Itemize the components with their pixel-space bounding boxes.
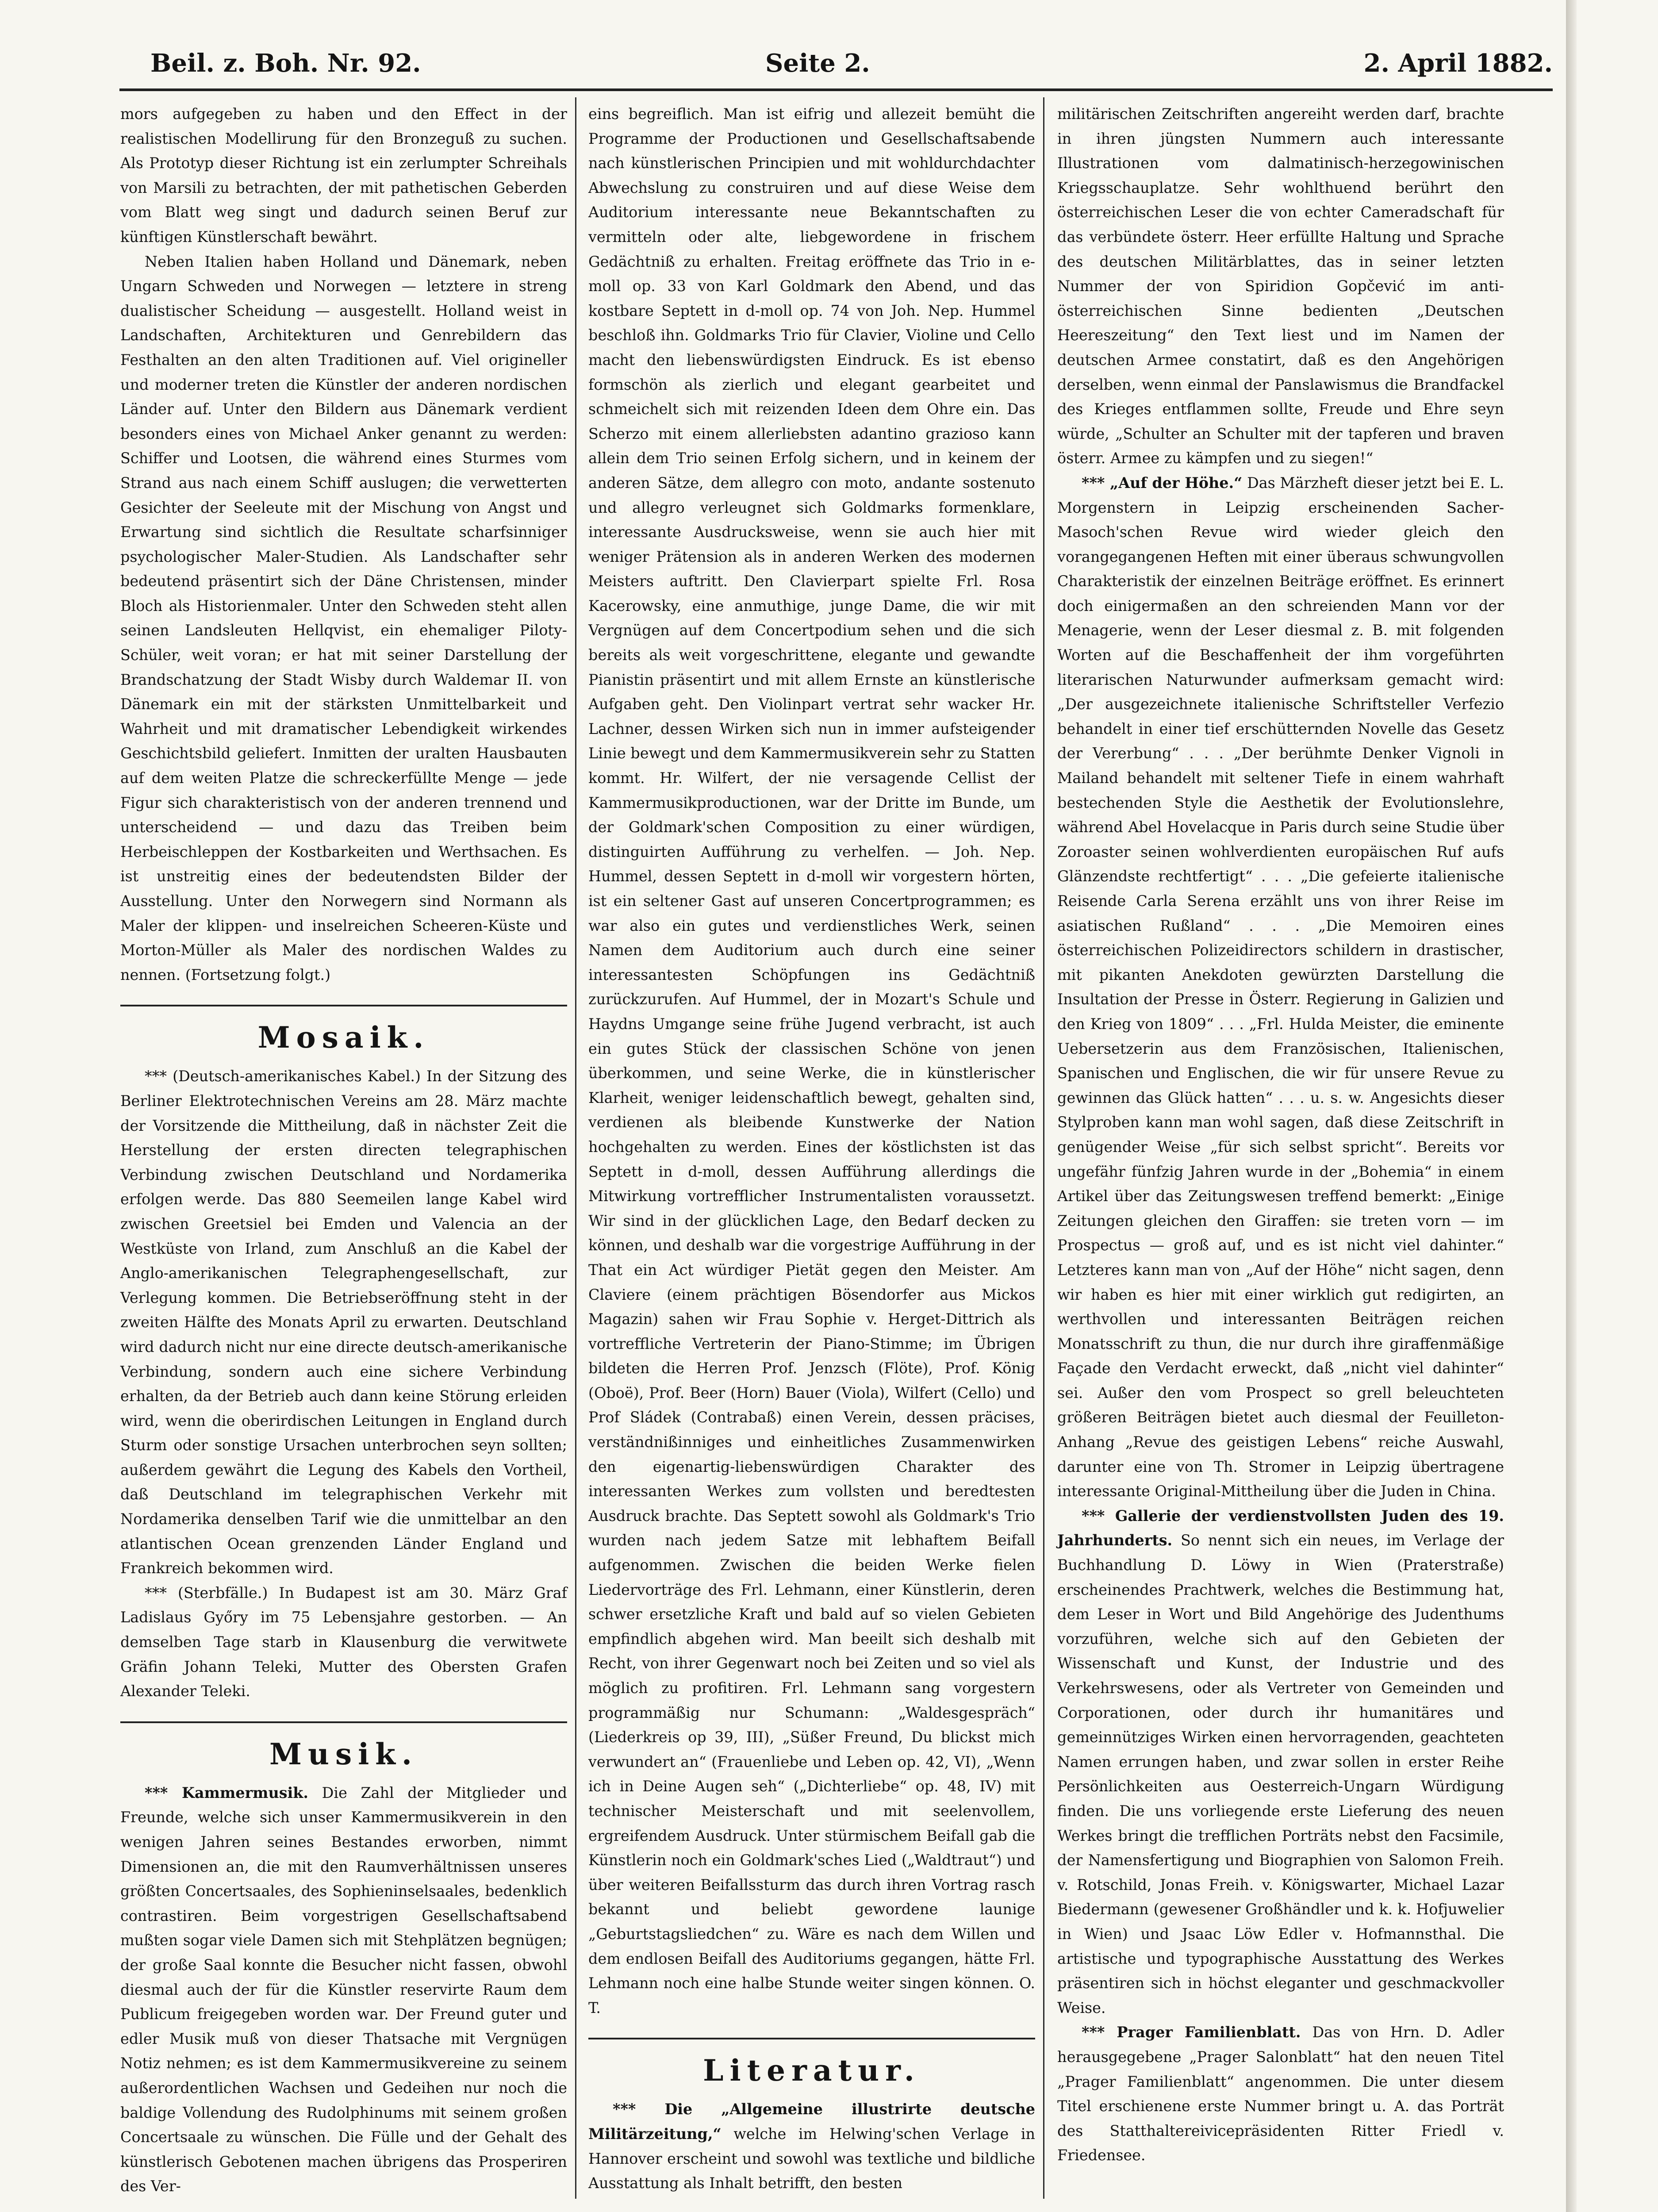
page-edge-shadow (1566, 0, 1577, 2212)
article-paragraph: eins begreiflich. Man ist eifrig und allezeit bemüht die Programme der Productionen und Gesellschaftsabende nach künstlerischen Principien und mit wohldurchdachter Abwechslung zu construiren und auf diese Weise dem Auditorium interessante neue Bekanntschaften zu vermitteln oder alte, liebgewordene in frischem Gedächtniß zu erhalten. Freitag eröffnete das Trio in e-moll op. 33 von Karl Goldmark den Abend, und das kostbare Septett in d-moll op. 74 von Joh. Nep. Hummel beschloß ihn. Goldmarks Trio für Clavier, Violine und Cello macht den liebenswürdigsten Eindruck. Es ist ebenso formschön als zierlich und elegant gearbeitet und schmeichelt sich mit reizenden Ideen dem Ohre ein. Das Scherzo mit einem allerliebsten adantino grazioso kann allein dem Trio seinen Erfolg sichern, und in keinem der anderen Sätze, dem allegro con moto, andante sostenuto und allegro verleugnet sich Goldmarks formenklare, interessante Ausdrucksweise, wenn sie auch hier mit weniger Prätension als in anderen Werken des modernen Meisters auftritt. Den Clavierpart spielte Frl. Rosa Kacerowsky, eine anmuthige, junge Dame, die wir mit Vergnügen auf dem Concertpodium sehen und die sich bereits als weit vorgeschrittene, elegante und gewandte Pianistin präsentirt und mit allem Ernste an künstlerische Aufgaben geht. Den Violinpart vertrat sehr wacker Hr. Lachner, dessen Wirken sich nun in immer aufsteigender Linie bewegt und dem Kammermusikverein sehr zu Statten kommt. Hr. Wilfert, der nie versagende Cellist der Kammermusikproductionen, war der Dritte im Bunde, um der Goldmark'schen Composition zu einer würdigen, distinguirten Aufführung zu verhelfen. — Joh. Nep. Hummel, dessen Septett in d-moll wir vorgestern hörten, ist ein seltener Gast auf unseren Concertprogrammen; es war also ein gutes und verdienstliches Werk, seinen Namen dem Auditorium auch durch eine seiner interessantesten Schöpfungen ins Gedächtniß zurückzurufen. Auf Hummel, der in Mozart's Schule und Haydns Umgange seine frühe Jugend verbracht, ist auch ein gutes Stück der classischen Schöne von jenen überkommen, und seine Werke, die in künstlerischer Klarheit, weniger leidenschaftlich bewegt, gehalten sind, verdienen als bleibende Kunstwerke der Nation hochgehalten zu werden. Eines der köstlichsten ist das Septett in d-moll, dessen Aufführung allerdings die Mitwirkung vortrefflicher Instrumentalisten voraussetzt. Wir sind in der glücklichen Lage, den Bedarf decken zu können, und deshalb war die vorgestrige Aufführung in der That ein Act würdiger Pietät gegen den Meister. Am Claviere (einem prächtigen Bösendorfer aus Mickos Magazin) sahen wir Frau Sophie v. Herget-Dittrich als vortreffliche Vertreterin der Piano-Stimme; im Übrigen bildeten die Herren Prof. Jenzsch (Flöte), Prof. König (Oboë), Prof. Beer (Horn) Bauer (Viola), Wilfert (Cello) und Prof Sládek (Contrabaß) einen Verein, dessen präcises, verständnißinniges und einheitliches Zusammenwirken den eigenartig-liebenswürdigen Charakter des interessanten Werkes zum vollsten und beredtesten Ausdruck brachte. Das Septett sowohl als Goldmark's Trio wurden nach jedem Satze mit lebhaftem Beifall aufgenommen. Zwischen die beiden Werke fielen Liedervorträge des Frl. Lehmann, einer Künstlerin, deren schwer ersetzliche Kraft und bald auf so vielen Gebieten empfindlich abgehen wird. Man beeilt sich deshalb mit Recht, von ihrer Gegenwart noch bei Zeiten und so viel als möglich zu profitiren. Frl. Lehmann sang vorgestern programmäßig nur Schumann: „Waldesgespräch“ (Liederkreis op 39, III), „Süßer Freund, Du blickst mich verwundert an“ (Frauenliebe und Leben op. 42, VI), „Wenn ich in Deine Augen seh“ („Dichterliebe“ op. 48, IV) mit technischer Meisterschaft und mit seelenvollem, ergreifendem Ausdruck. Unter stürmischem Beifall gab die Künstlerin noch ein Goldmark'sches Lied („Waldtraut“) und über weiteren Beifallssturm das durch ihren Vortrag rasch bekannt und beliebt gewordene launige „Geburtstagsliedchen“ zu. Wäre es nach dem Willen und dem endlosen Beifall des Auditoriums gegangen, hätte Frl. Lehmann noch eine halbe Stunde weiter singen können. O. T. (588, 105, 1035, 2016)
column-3 (1057, 102, 1504, 2168)
column-divider (575, 97, 576, 2199)
item-body: So nennt sich ein neues, im Verlage der Buchhandlung D. Löwy in Wien (Praterstraße) erscheinendes Prachtwerk, welches die Bestimmung hat, dem Leser in Wort und Bild Angehörige des Judenthums vorzuführen, welche sich auf den Gebieten der Wissenschaft und Kunst, der Industrie und des Verkehrswesens, oder als Vertreter von Gemeinden und Corporationen, oder durch ihr humanitäres und gemeinnütziges Wirken einen hervorragenden, geachteten Namen errungen haben, und zwar sollen in erster Reihe Persönlichkeiten aus Oesterreich-Ungarn Würdigung finden. Die uns vorliegende erste Lieferung des neuen Werkes bringt die trefflichen Porträts nebst den Facsimile, der Namensfertigung und Biographien von Salomon Freih. v. Rotschild, Jonas Freih. v. Königswarter, Michael Lazar Biedermann (gewesener Großhändler und k. k. Hofjuwelier in Wien) und Jsaac Löw Edler v. Hofmannsthal. Die artistische und typographische Ausstattung des Werkes präsentiren sich in höchst eleganter und geschmackvoller Weise. (1057, 1532, 1504, 2016)
item-lead: *** Gallerie der verdienstvollsten Juden des 19. Jahrhunderts. (1057, 1507, 1504, 1549)
news-item: *** (Deutsch-amerikanisches Kabel.) In der Sitzung des Berliner Elektrotechnischen Vereins am 28. März machte der Vorsitzende die Mittheilung, daß in nächster Zeit die Herstellung der ersten directen telegraphischen Verbindung zwischen Deutschland und Nordamerika erfolgen werde. Das 880 Seemeilen lange Kabel wird zwischen Greetsiel bei Emden und Valencia an der Westküste von Irland, zum Anschluß an die Kabel der Anglo-amerikanischen Telegraphengesellschaft, zur Verlegung kommen. Die Betriebseröffnung steht in der zweiten Hälfte des Monats April zu erwarten. Deutschland wird dadurch nicht nur eine directe deutsch-amerikanische Verbindung, sondern auch eine sichere Verbindung erhalten, da der Betrieb auch dann keine Störung erleiden wird, wenn die oberirdischen Leitungen in England durch Sturm oder sonstige Ursachen unterbrochen seyn sollten; außerdem gewährt die Legung des Kabels den Vortheil, daß Deutschland im telegraphischen Verkehr mit Nordamerika denselben Tarif wie die unmittelbar an den atlantischen Ocean grenzenden Länder England und Frankreich bekommen wird. (120, 1068, 567, 1577)
item-body: Die Zahl der Mitglieder und Freunde, welche sich unser Kammermusikverein in den wenigen Jahren seines Bestandes erworben, nimmt Dimensionen an, die mit den Raumverhältnissen unseres größten Concertsaales, des Sophieninselsaales, bedenklich contrastiren. Beim vorgestrigen Gesellschaftsabend mußten sogar viele Damen sich mit Stehplätzen begnügen; der große Saal konnte die Besucher nicht fassen, obwohl diesmal auch der für die Künstler reservirte Raum dem Publicum freigegeben worden war. Der Freund guter und edler Musik muß von dieser Thatsache mit Vergnügen Notiz nehmen; es ist dem Kammermusikvereine zu seinem außerordentlichen Wachsen und Gedeihen nur noch die baldige Vollendung des Rudolphinums mit seinem großen Concertsaale zu wünschen. Die Fülle und der Gehalt des künstlerisch Gebotenen machen übrigens das Prosperiren des Ver- (120, 1784, 568, 2195)
column-1 (120, 102, 567, 2199)
article-paragraph: Neben Italien haben Holland und Dänemark, neben Ungarn Schweden und Norwegen — letztere in streng dualistischer Scheidung — ausgestellt. Holland weist in Landschaften, Architekturen und Genrebildern das Festhalten an den alten Traditionen auf. Viel origineller und moderner treten die Künstler der anderen nordischen Länder auf. Unter den Bildern aus Dänemark verdient besonders eines von Michael Anker genannt zu werden: Schiffer und Lootsen, die während eines Sturmes vom Strand aus nach einem Schiff auslugen; die verwetterten Gesichter der Seeleute mit der Mischung von Angst und Erwartung sind sichtlich die Resultate scharfsinniger psychologischer Maler-Studien. Als Landschafter sehr bedeutend präsentirt sich der Däne Christensen, minder Bloch als Historienmaler. Unter den Schweden steht allen seinen Landsleuten Hellqvist, ein ehemaliger Piloty-Schüler, weit voran; er hat mit seiner Darstellung der Brandschatzung der Stadt Wisby durch Waldemar II. von Dänemark ein mit der stärksten Unmittelbarkeit und Wahrheit und mit dramatischer Lebendigkeit wirkendes Geschichtsbild geliefert. Inmitten der uralten Hausbauten auf dem weiten Platze die schreckerfüllte Menge — jede Figur sich charakteristisch von der anderen trennend und unterscheidend — und dazu das Treiben beim Herbeischleppen der Kostbarkeiten und Werthsachen. Es ist unstreitig eines der bedeutendsten Bilder der Ausstellung. Unter den Norwegern sind Normann als Maler der klippen- und inselreichen Scheeren-Küste und Morton-Müller als Maler des nordischen Waldes zu nennen. (Fortsetzung folgt.) (120, 253, 567, 983)
column-divider (1043, 97, 1044, 2199)
item-body: Das von Hrn. D. Adler herausgegebene „Prager Salonblatt“ hat den neuen Titel „Prager Familienblatt“ angenommen. Die unter diesem Titel erschienene erste Nummer bringt u. A. das Porträt des Statthaltereivicepräsidenten Ritter Friedl v. Friedensee. (1057, 2024, 1504, 2164)
page-header (119, 44, 1553, 84)
item-lead: *** Kammermusik. (145, 1784, 309, 1801)
section-heading-literatur: Literatur. (588, 2038, 1035, 2088)
header-supplement: Beil. z. Boh. Nr. 92. (150, 49, 421, 78)
news-item (120, 1781, 567, 2199)
news-item (1057, 2020, 1504, 2168)
header-date: 2. April 1882. (1363, 49, 1553, 78)
item-body: Das Märzheft dieser jetzt bei E. L. Morgenstern in Leipzig erscheinenden Sacher-Masoch'schen Revue wird wieder gleich den vorangegangenen Heften mit einer überaus schwungvollen Charakteristik der einzelnen Beiträge eröffnet. Es erinnert doch einigermaßen an den schreienden Mann vor der Menagerie, wenn der Leser diesmal z. B. mit folgenden Worten auf die Beschaffenheit der ihm vorgeführten literarischen Naturwunder aufmerksam gemacht wird: „Der ausgezeichnete italienische Schriftsteller Verfezio behandelt in einer tief erschütternden Novelle das Gesetz der Vererbung“ . . . „Der berühmte Denker Vignoli in Mailand behandelt mit seltener Tiefe in einem wahrhaft bestechenden Style die Aesthetik der Evolutionslehre, während Abel Hovelacque in Paris durch seine Studie über Zoroaster seinen wohlverdienten europäischen Ruf aufs Glänzendste rechtfertigt“ . . . „Die gefeierte italienische Reisende Carla Serena erzählt uns von ihrer Reise im asiatischen Rußland“ . . . „Die Memoiren eines österreichischen Polizeidirectors schildern in drastischer, mit pikanten Anekdoten gewürzten Darstellung die Insultation der Presse in Österr. Regierung in Galizien und den Krieg von 1809“ . . . „Frl. Hulda Meister, die eminente Uebersetzerin aus dem Französischen, Italienischen, Spanischen und Englischen, die wir für unsere Revue zu gewinnen das Glück hatten“ . . . u. s. w. Angesichts dieser Stylproben kann man wohl sagen, daß diese Zeitschrift in genügender Weise „für sich selbst spricht“. Bereits vor ungefähr fünfzig Jahren wurde in der „Bohemia“ in einem Artikel über das Zeitungswesen treffend bemerkt: „Einige Zeitungen gleichen den Giraffen: sie treten vorn — im Prospectus — groß auf, und es ist nicht viel dahinter.“ Letzteres kann man von „Auf der Höhe“ nicht sagen, denn wir haben es hier mit einer wirklich gut redigirten, an werthvollen und interessanten Beiträgen reichen Monatsschrift zu thun, die nur durch ihre giraffenmäßige Façade den Verdacht erweckt, daß „nicht viel dahinter“ sei. Außer den vom Prospect so grell beleuchteten größeren Beiträgen bietet auch diesmal der Feuilleton-Anhang „Revue des geistigen Lebens“ reiche Auswahl, darunter eine von Th. Stromer in Leipzig übertragene interessante Original-Mittheilung über die Juden in China. (1057, 474, 1504, 1500)
article-paragraph: militärischen Zeitschriften angereiht werden darf, brachte in ihren jüngsten Nummern auch interessante Illustrationen vom dalmatinisch-herzegowinischen Kriegsschauplatze. Sehr wohlthuend berührt den österreichischen Leser die von echter Cameradschaft für das verbündete österr. Heer erfüllte Haltung und Sprache des deutschen Militärblattes, das in seiner letzten Nummer der von Spiridion Gopčević im anti-österreichischen Sinne bedienten „Deutschen Heereszeitung“ den Text liest und im Namen der deutschen Armee constatirt, daß es den Angehörigen derselben, wenn einmal der Panslawismus die Brandfackel des Krieges entflammen sollte, Freude und Ehre seyn würde, „Schulter an Schulter mit der tapferen und braven österr. Armee zu kämpfen und zu siegen!“ (1057, 105, 1504, 467)
section-heading-musik: Musik. (120, 1721, 567, 1772)
column-2 (588, 102, 1035, 2196)
header-page-number: Seite 2. (765, 49, 870, 78)
item-lead: *** Prager Familienblatt. (1082, 2024, 1301, 2041)
item-lead: *** „Auf der Höhe.“ (1082, 474, 1243, 492)
item-lead: *** Die „Allgemeine illustrirte deutsche Militärzeitung,“ (588, 2101, 1035, 2143)
article-paragraph: mors aufgegeben zu haben und den Effect in der realistischen Modellirung für den Bronzeguß zu suchen. Als Prototyp dieser Richtung ist ein zerlumpter Schreihals von Marsili zu betrachten, der mit pathetischen Geberden vom Blatt weg singt und dadurch seinen Beruf zur künftigen Künstlerschaft bewährt. (120, 105, 567, 246)
news-item (588, 2097, 1035, 2195)
section-heading-mosaik: Mosaik. (120, 1005, 567, 1055)
news-item (1057, 1504, 1504, 2020)
news-item (1057, 471, 1504, 1504)
header-rule (119, 88, 1553, 91)
item-body: welche im Helwing'schen Verlage in Hannover erscheint und sowohl was textliche und bildliche Ausstattung als Inhalt betrifft, den besten (588, 2125, 1035, 2192)
news-item: *** (Sterbfälle.) In Budapest ist am 30. März Graf Ladislaus Győry im 75 Lebensjahre gestorben. — An demselben Tage starb in Klausenburg die verwitwete Gräfin Johann Teleki, Mutter des Obersten Grafen Alexander Teleki. (120, 1584, 567, 1700)
